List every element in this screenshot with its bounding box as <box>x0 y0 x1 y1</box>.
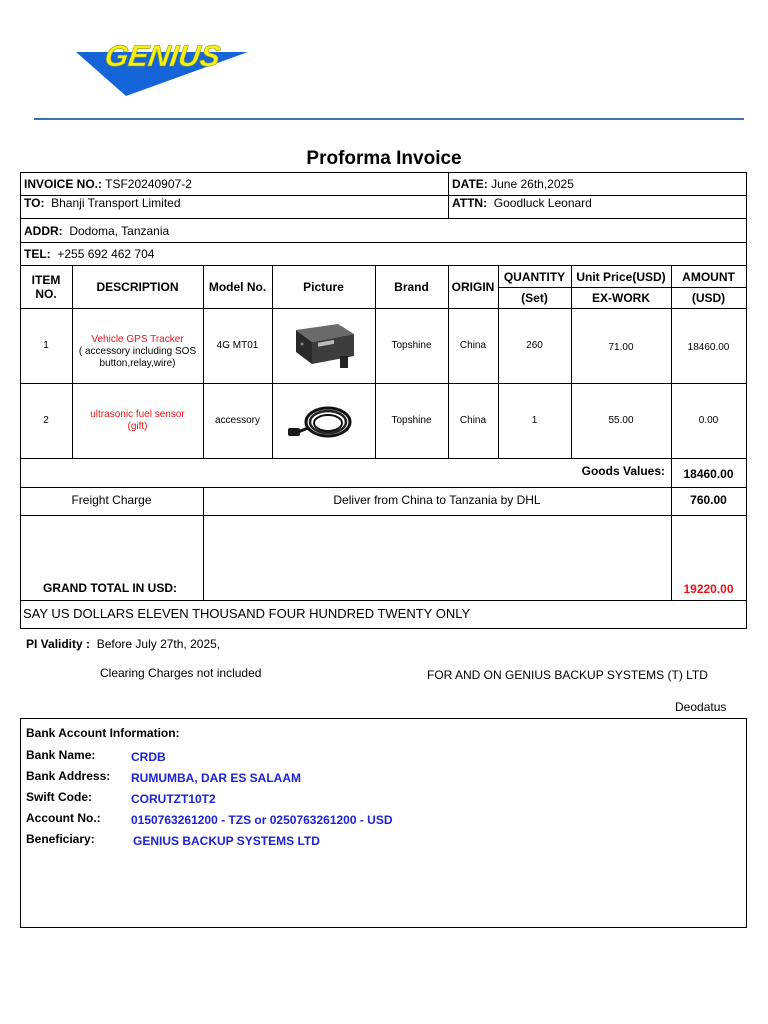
item-amount: 18460.00 <box>687 342 730 353</box>
col-brand: Brand <box>394 280 429 294</box>
bank-heading: Bank Account Information: <box>26 726 180 740</box>
bank-address-label: Bank Address: <box>26 769 111 783</box>
item-unit-price: 55.00 <box>608 415 634 426</box>
goods-values-amount: 18460.00 <box>683 467 734 481</box>
invoice-tel: TEL: +255 692 462 704 <box>24 247 155 261</box>
gps-tracker-icon <box>288 320 360 370</box>
item-origin: China <box>459 340 487 351</box>
fuel-sensor-icon <box>284 400 356 446</box>
bank-address: RUMUMBA, DAR ES SALAAM <box>131 771 301 785</box>
signature-name: Deodatus <box>675 700 727 714</box>
amount-in-words: SAY US DOLLARS ELEVEN THOUSAND FOUR HUNDRED TWENTY ONLY <box>23 606 471 621</box>
col-description: DESCRIPTION <box>96 280 179 294</box>
pi-validity: PI Validity : Before July 27th, 2025, <box>26 637 221 651</box>
account-number-label: Account No.: <box>26 811 101 825</box>
item-model: 4G MT01 <box>216 340 259 351</box>
goods-values-label: Goods Values: <box>581 464 665 478</box>
bank-name: CRDB <box>131 750 166 764</box>
col-quantity: QUANTITY <box>503 270 566 284</box>
item-model: accessory <box>214 415 260 426</box>
item-quantity: 1 <box>531 415 538 426</box>
col-amount: AMOUNT <box>682 270 735 284</box>
freight-amount: 760.00 <box>690 493 727 507</box>
col-unit-price: Unit Price(USD) <box>576 270 666 284</box>
col-model: Model No. <box>208 280 267 294</box>
item-brand: Topshine <box>391 340 432 351</box>
signature-company: FOR AND ON GENIUS BACKUP SYSTEMS (T) LTD <box>427 668 708 682</box>
item-amount: 0.00 <box>698 415 719 426</box>
freight-label: Freight Charge <box>71 493 152 507</box>
bank-name-label: Bank Name: <box>26 748 96 762</box>
account-number: 0150763261200 - TZS or 0250763261200 - USD <box>131 813 393 827</box>
invoice-attn: ATTN: Goodluck Leonard <box>452 196 592 210</box>
swift-code-label: Swift Code: <box>26 790 92 804</box>
item-number: 2 <box>43 415 49 426</box>
item-description: ultrasonic fuel sensor (gift) <box>90 409 185 432</box>
col-amount-currency: (USD) <box>691 291 726 305</box>
item-number: 1 <box>43 340 49 351</box>
genius-logo <box>74 36 250 98</box>
col-unit-price-basis: EX-WORK <box>592 291 650 305</box>
grand-total-amount: 19220.00 <box>683 582 734 596</box>
item-origin: China <box>459 415 487 426</box>
logo-text: GENIUS <box>102 40 223 73</box>
invoice-to: TO: Bhanji Transport Limited <box>24 196 181 210</box>
item-brand: Topshine <box>391 415 432 426</box>
invoice-address: ADDR: Dodoma, Tanzania <box>24 224 170 238</box>
grand-total-label: GRAND TOTAL IN USD: <box>43 581 177 595</box>
freight-description: Deliver from China to Tanzania by DHL <box>333 493 541 507</box>
beneficiary-label: Beneficiary: <box>26 832 95 846</box>
clearing-note: Clearing Charges not included <box>100 666 262 680</box>
col-item: ITEM NO. <box>31 273 61 301</box>
swift-code: CORUTZT10T2 <box>131 792 216 806</box>
col-quantity-unit: (Set) <box>521 291 548 305</box>
header-rule <box>34 118 744 120</box>
item-description: Vehicle GPS Tracker ( accessory including SOS button,relay,wire) <box>78 334 197 369</box>
document-title: Proforma Invoice <box>306 148 462 169</box>
invoice-date: DATE: June 26th,2025 <box>452 177 574 191</box>
item-unit-price: 71.00 <box>608 342 634 353</box>
col-picture: Picture <box>303 280 344 294</box>
beneficiary: GENIUS BACKUP SYSTEMS LTD <box>133 834 320 848</box>
col-origin: ORIGIN <box>451 280 495 294</box>
item-quantity: 260 <box>526 340 543 351</box>
invoice-number: INVOICE NO.: TSF20240907-2 <box>24 177 192 191</box>
